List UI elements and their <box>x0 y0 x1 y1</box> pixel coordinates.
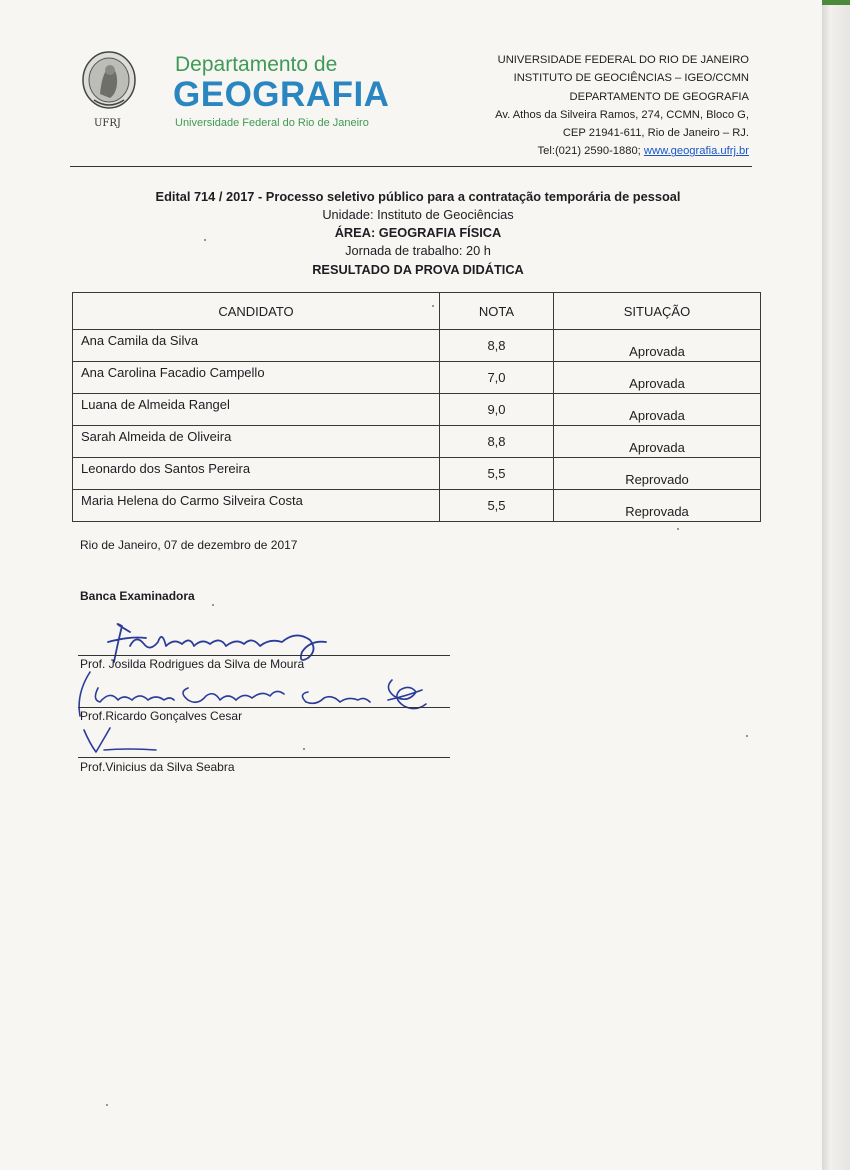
edital-title: Edital 714 / 2017 - Processo seletivo público para a contratação temporária de pessoal <box>155 189 681 204</box>
scan-speck <box>303 748 305 750</box>
scan-speck <box>432 305 434 307</box>
candidate-name: Sarah Almeida de Oliveira <box>73 426 440 458</box>
website-link[interactable]: www.geografia.ufrj.br <box>643 145 749 158</box>
unit-line: Unidade: Instituto de Geociências <box>322 207 514 222</box>
ufrj-seal-icon <box>80 50 138 116</box>
candidate-grade: 7,0 <box>440 362 554 394</box>
candidate-grade: 5,5 <box>440 458 554 490</box>
department-label: Departamento de <box>175 53 338 76</box>
examiner-name: Prof. Josilda Rodrigues da Silva de Moura <box>80 657 305 671</box>
candidate-status: Reprovado <box>554 458 761 490</box>
address-line: Av. Athos da Silveira Ramos, 274, CCMN, Bloco G, <box>495 108 749 121</box>
candidate-grade: 9,0 <box>440 394 554 426</box>
candidate-status: Reprovada <box>554 490 761 522</box>
table-header-row <box>73 293 761 330</box>
examiner-name: Prof.Vinicius da Silva Seabra <box>80 760 235 774</box>
contact-line <box>495 142 749 160</box>
header-status: SITUAÇÃO <box>554 293 761 330</box>
department-name: GEOGRAFIA <box>173 75 390 114</box>
result-title: RESULTADO DA PROVA DIDÁTICA <box>312 262 524 277</box>
table-row <box>73 458 761 490</box>
table-row <box>73 394 761 426</box>
table-row <box>73 362 761 394</box>
candidate-status: Aprovada <box>554 330 761 362</box>
candidate-name: Maria Helena do Carmo Silveira Costa <box>73 490 440 522</box>
address-line: UNIVERSIDADE FEDERAL DO RIO DE JANEIRO <box>497 54 749 66</box>
candidate-status: Aprovada <box>554 394 761 426</box>
results-table <box>72 292 761 522</box>
corner-mark <box>822 0 850 5</box>
candidate-grade: 8,8 <box>440 330 554 362</box>
candidate-grade: 5,5 <box>440 490 554 522</box>
board-title: Banca Examinadora <box>80 589 195 603</box>
scan-speck <box>106 1104 108 1106</box>
table-row <box>73 490 761 522</box>
signature-line <box>78 757 450 758</box>
candidate-status: Aprovada <box>554 426 761 458</box>
candidate-status: Aprovada <box>554 362 761 394</box>
header-candidate: CANDIDATO <box>73 293 440 330</box>
candidate-grade: 8,8 <box>440 426 554 458</box>
candidate-name: Ana Camila da Silva <box>73 330 440 362</box>
address-block <box>495 51 749 161</box>
scan-speck <box>204 239 206 241</box>
candidate-name: Ana Carolina Facadio Campello <box>73 362 440 394</box>
hours-line: Jornada de trabalho: 20 h <box>345 243 491 258</box>
signature-line <box>78 655 450 656</box>
phone: Tel:(021) 2590-1880; <box>537 145 644 158</box>
address-line: DEPARTAMENTO DE GEOGRAFIA <box>569 90 749 103</box>
table-row <box>73 330 761 362</box>
address-line: CEP 21941-611, Rio de Janeiro – RJ. <box>562 127 749 140</box>
signature-line <box>78 707 450 708</box>
signature-3-icon <box>80 724 180 758</box>
header-grade: NOTA <box>440 293 554 330</box>
examiner-name: Prof.Ricardo Gonçalves Cesar <box>80 709 243 723</box>
table-row <box>73 426 761 458</box>
page-edge <box>822 0 850 1170</box>
area-line: ÁREA: GEOGRAFIA FÍSICA <box>334 225 502 240</box>
candidate-name: Leonardo dos Santos Pereira <box>73 458 440 490</box>
header-divider <box>70 166 752 167</box>
candidate-name: Luana de Almeida Rangel <box>73 394 440 426</box>
scan-speck <box>677 528 679 530</box>
seal-caption: UFRJ <box>94 118 121 129</box>
place-date: Rio de Janeiro, 07 de dezembro de 2017 <box>80 538 298 552</box>
scan-speck <box>212 604 214 606</box>
university-name: Universidade Federal do Rio de Janeiro <box>175 117 369 129</box>
address-line: INSTITUTO DE GEOCIÊNCIAS – IGEO/CCMN <box>513 72 749 85</box>
scan-speck <box>746 735 748 737</box>
